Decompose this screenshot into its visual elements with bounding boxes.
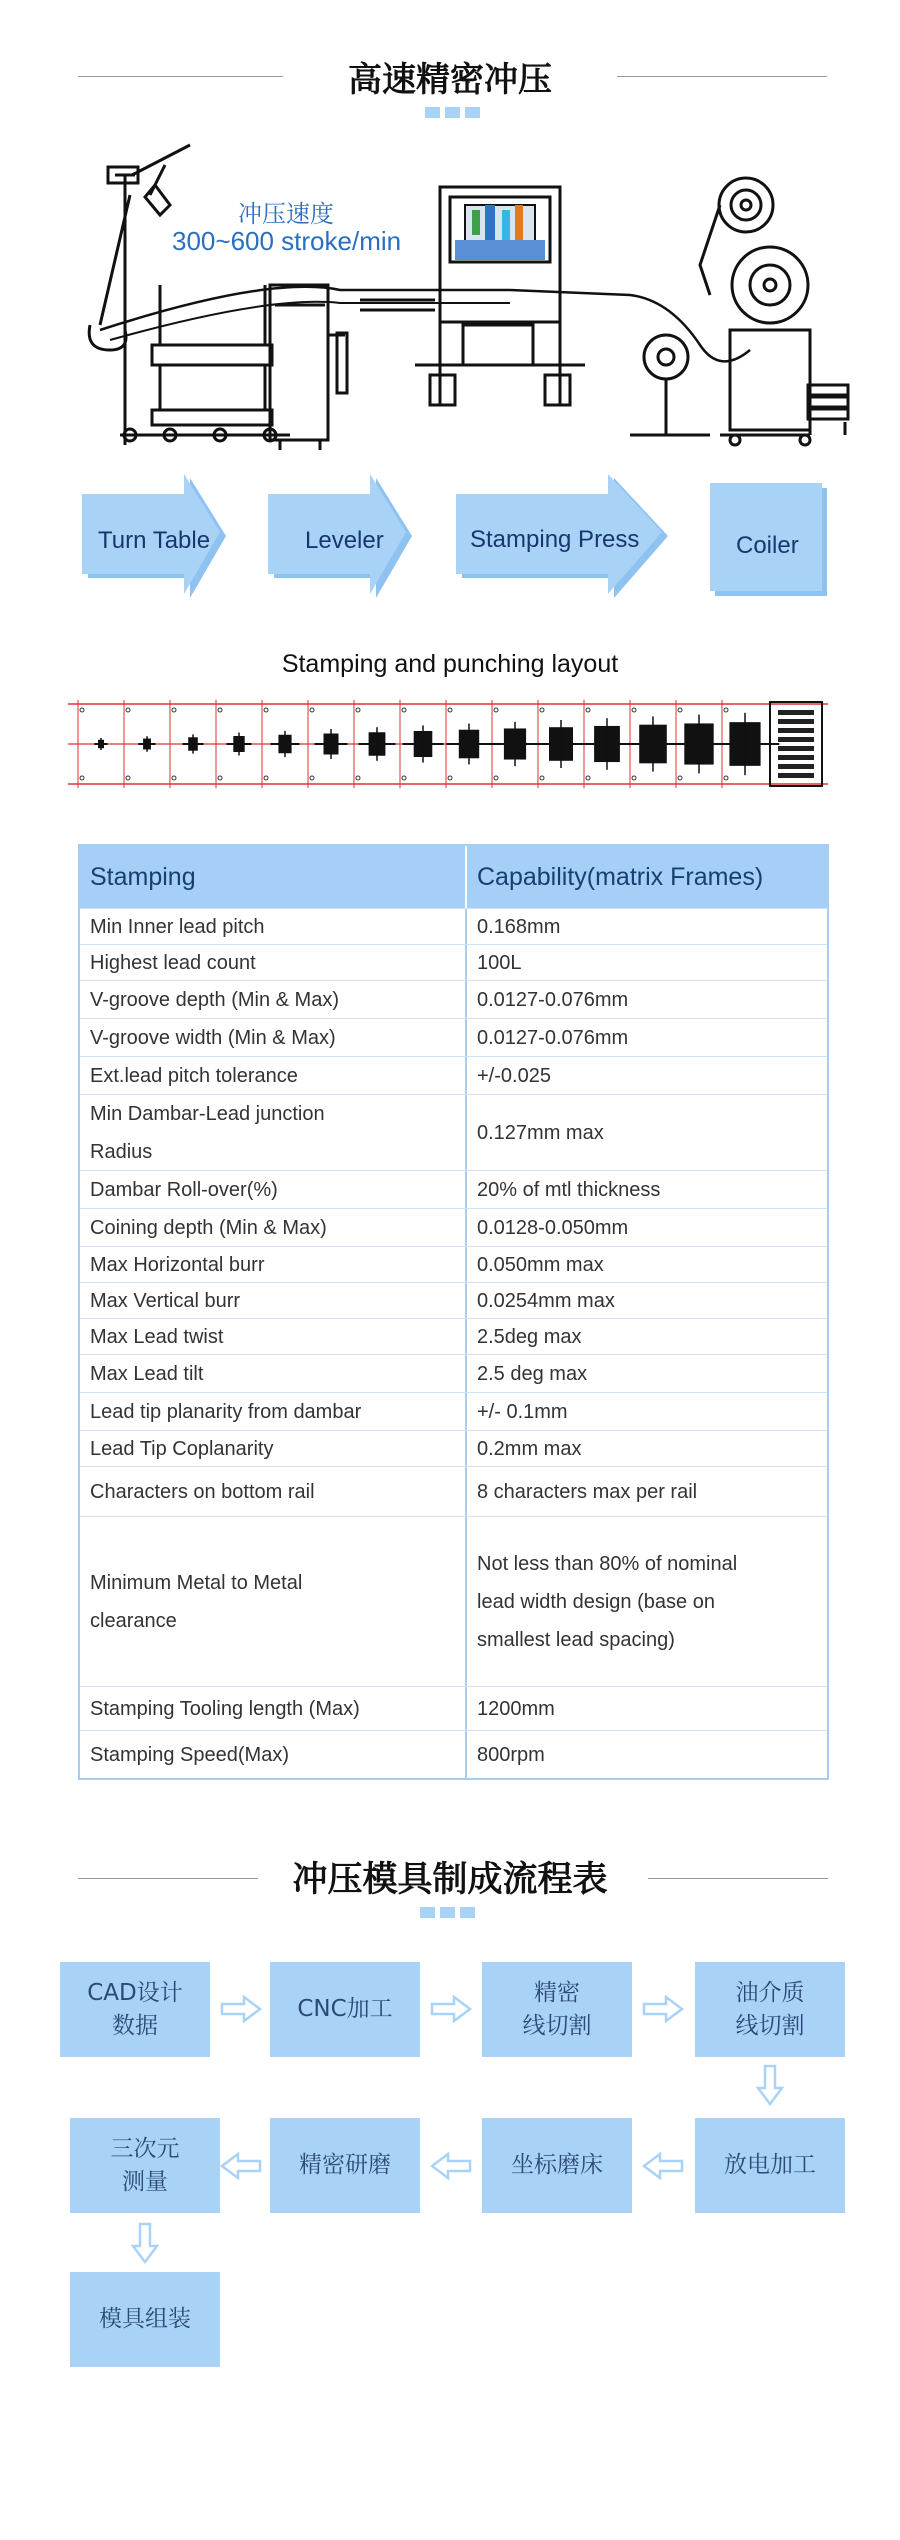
arrow-down-icon: [756, 2064, 784, 2106]
process-label-coiler: Coiler: [736, 532, 799, 559]
speed-label: 冲压速度: [238, 201, 334, 228]
table-row: [80, 1516, 827, 1686]
table-row: [80, 1686, 827, 1730]
table-cell-value: 0.050mm max: [477, 1253, 604, 1276]
arrow-right-icon: [220, 1995, 262, 2023]
table-row: [80, 1094, 827, 1170]
table-row: [80, 1018, 827, 1056]
table-row: [80, 1170, 827, 1208]
stamping-press-machine: [415, 187, 585, 405]
table-row: [80, 1246, 827, 1282]
flow-step-precision-wire-cut: 精密 线切割: [482, 1962, 632, 2057]
table-cell-item: Dambar Roll-over(%): [80, 1171, 467, 1208]
table-cell-item: Min Inner lead pitch: [80, 909, 467, 944]
table-row: [80, 1354, 827, 1392]
flow-step-oil-wire-cut: 油介质 线切割: [695, 1962, 845, 2057]
arrow-left-icon: [220, 2152, 262, 2180]
table-cell-value: Not less than 80% of nominal lead width design (base on smallest lead spacing): [477, 1552, 738, 1651]
header-dots: [425, 107, 480, 118]
table-cell-item: Min Dambar-Lead junction Radius: [80, 1095, 467, 1170]
table-cell-item: Max Horizontal burr: [80, 1247, 467, 1282]
flow-header-line-right: [648, 1878, 828, 1879]
speed-value: 300~600 stroke/min: [172, 226, 402, 256]
header-line-right: [617, 76, 827, 77]
table-cell-value: 2.5deg max: [477, 1325, 582, 1348]
table-row: [80, 1466, 827, 1516]
table-cell-item: Lead Tip Coplanarity: [80, 1431, 467, 1466]
table-row: [80, 980, 827, 1018]
header-capability: Capability(matrix Frames): [477, 862, 764, 891]
table-cell-value: 0.2mm max: [477, 1437, 582, 1460]
table-cell-item: V-groove depth (Min & Max): [80, 981, 467, 1018]
process-label-stamping-press: Stamping Press: [470, 526, 640, 553]
header-stamping: Stamping: [80, 846, 467, 908]
table-row: [80, 944, 827, 980]
table-cell-item: Highest lead count: [80, 945, 467, 980]
table-row: [80, 1056, 827, 1094]
table-cell-item: Stamping Tooling length (Max): [80, 1687, 467, 1730]
table-cell-value: 0.127mm max: [477, 1121, 604, 1144]
table-row: [80, 1392, 827, 1430]
arrow-left-icon: [430, 2152, 472, 2180]
flow-step-edm: 放电加工: [695, 2118, 845, 2213]
table-cell-item: Coining depth (Min & Max): [80, 1209, 467, 1246]
table-cell-item: Max Lead twist: [80, 1319, 467, 1354]
table-cell-item: Ext.lead pitch tolerance: [80, 1057, 467, 1094]
stamping-layout-strip: [68, 694, 828, 794]
table-cell-value: 0.0254mm max: [477, 1289, 615, 1312]
table-row: [80, 1282, 827, 1318]
flow-step-cad: CAD设计 数据: [60, 1962, 210, 2057]
arrow-down-icon: [131, 2222, 159, 2264]
strip-path: [100, 287, 750, 362]
flow-header-dots: [420, 1907, 475, 1918]
table-header: [80, 846, 827, 908]
table-row: [80, 908, 827, 944]
table-cell-value: 0.0127-0.076mm: [477, 1026, 629, 1049]
table-cell-value: +/- 0.1mm: [477, 1400, 568, 1423]
coiler-machine: [700, 178, 848, 445]
table-cell-item: Characters on bottom rail: [80, 1467, 467, 1516]
arrow-right-icon: [430, 1995, 472, 2023]
table-cell-value: +/-0.025: [477, 1064, 551, 1087]
section-title-flow: 冲压模具制成流程表: [292, 1860, 608, 1900]
table-row: [80, 1730, 827, 1778]
table-cell-item: V-groove width (Min & Max): [80, 1019, 467, 1056]
table-cell-item: Max Lead tilt: [80, 1355, 467, 1392]
table-cell-item: Max Vertical burr: [80, 1283, 467, 1318]
arrow-right-icon: [642, 1995, 684, 2023]
table-cell-value: 0.0128-0.050mm: [477, 1216, 629, 1239]
capability-table: [78, 844, 829, 1780]
table-row: [80, 1208, 827, 1246]
feeder-unit: [630, 335, 710, 435]
flow-step-cnc: CNC加工: [270, 1962, 420, 2057]
table-cell-item: Minimum Metal to Metal clearance: [80, 1517, 467, 1686]
flow-step-assembly: 模具组装: [70, 2272, 220, 2367]
process-label-leveler: Leveler: [305, 527, 384, 554]
section-title-stamping: 高速精密冲压: [348, 60, 552, 100]
flow-step-precision-grinding: 精密研磨: [270, 2118, 420, 2213]
table-row: [80, 1430, 827, 1466]
table-cell-value: 0.0127-0.076mm: [477, 988, 629, 1011]
flow-step-cmm: 三次元 测量: [70, 2118, 220, 2213]
table-cell-value: 800rpm: [477, 1743, 545, 1766]
layout-strip-title: Stamping and punching layout: [281, 650, 619, 678]
flow-step-jig-grinder: 坐标磨床: [482, 2118, 632, 2213]
table-cell-value: 1200mm: [477, 1697, 555, 1720]
table-cell-value: 8 characters max per rail: [477, 1480, 698, 1503]
table-cell-item: Lead tip planarity from dambar: [80, 1393, 467, 1430]
table-cell-value: 2.5 deg max: [477, 1362, 588, 1385]
process-label-turn-table: Turn Table: [98, 527, 211, 554]
table-row: [80, 1318, 827, 1354]
turn-table-machine: [89, 145, 290, 445]
table-cell-value: 20% of mtl thickness: [477, 1178, 661, 1201]
arrow-left-icon: [642, 2152, 684, 2180]
table-cell-value: 100L: [477, 951, 522, 974]
leveler-machine: [270, 285, 435, 450]
table-cell-item: Stamping Speed(Max): [80, 1731, 467, 1778]
table-cell-value: 0.168mm: [477, 915, 561, 938]
stamping-line-diagram: [70, 135, 850, 465]
